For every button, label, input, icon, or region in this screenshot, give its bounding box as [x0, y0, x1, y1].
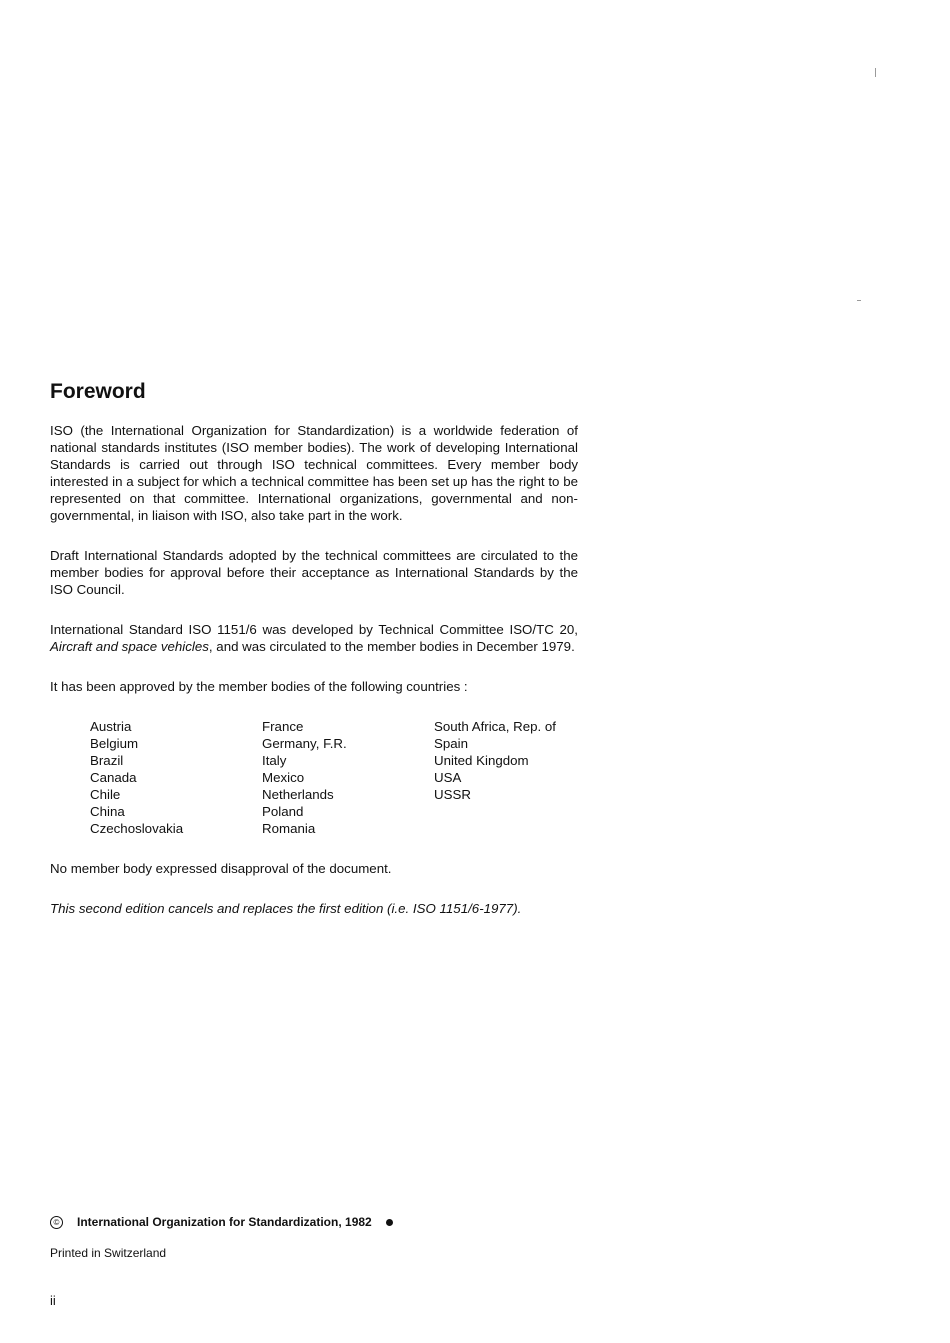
country-column-2 [262, 718, 434, 837]
bullet-dot-icon [386, 1219, 393, 1226]
copyright-text: International Organization for Standardization, 1982 [77, 1215, 372, 1229]
country-item: USSR [434, 787, 471, 802]
country-list [90, 718, 578, 837]
country-item: Austria [90, 719, 132, 734]
page-number: ii [50, 1293, 56, 1308]
scan-speck [875, 68, 876, 77]
country-column-3 [434, 718, 606, 837]
paragraph-edition-note: This second edition cancels and replaces the first edition (i.e. ISO 1151/6-1977). [50, 901, 522, 916]
country-item: Germany, F.R. [262, 736, 347, 751]
country-item: Mexico [262, 770, 305, 785]
country-item: Poland [262, 804, 304, 819]
printed-in: Printed in Switzerland [50, 1246, 167, 1260]
country-item: France [262, 719, 304, 734]
country-item: Romania [262, 821, 316, 836]
copyright-icon: © [50, 1216, 63, 1229]
copyright-line [50, 1214, 393, 1230]
country-item: Spain [434, 736, 469, 751]
paragraph-iso-intro: ISO (the International Organization for Standardization) is a worldwide federation of national standards institutes (ISO member bodies). The work of developing International Standards is carried out through ISO technical committees. Every member body interested in a subject for which a technical committee has been set up has the right to be represented on that committee. International organizations, governmental and non-governmental, in liaison with ISO, also take part in the work. [50, 423, 578, 523]
country-item: Belgium [90, 736, 139, 751]
country-item: South Africa, Rep. of [434, 719, 556, 734]
country-item: United Kingdom [434, 753, 529, 768]
paragraph-development-end: , and was circulated to the member bodies in December 1979. [208, 639, 575, 654]
country-item: Czechoslovakia [90, 821, 184, 836]
country-item: Brazil [90, 753, 124, 768]
page-title: Foreword [50, 380, 146, 403]
paragraph-draft-standards: Draft International Standards adopted by the technical committees are circulated to the member bodies for approval before their acceptance as International Standards by the ISO Council. [50, 548, 578, 597]
scan-speck [857, 300, 861, 301]
country-item: Canada [90, 770, 137, 785]
country-column-1 [90, 718, 262, 837]
country-item: Italy [262, 753, 287, 768]
committee-name: Aircraft and space vehicles [50, 639, 209, 654]
country-item: Chile [90, 787, 121, 802]
paragraph-development-start: International Standard ISO 1151/6 was developed by Technical Committee ISO/TC 20, [50, 622, 578, 637]
country-item: Netherlands [262, 787, 334, 802]
country-item: USA [434, 770, 462, 785]
paragraph-development [50, 621, 578, 655]
paragraph-no-disapproval: No member body expressed disapproval of the document. [50, 861, 392, 876]
country-item: China [90, 804, 125, 819]
foreword-section [50, 378, 578, 940]
paragraph-approval: It has been approved by the member bodies of the following countries : [50, 679, 468, 694]
